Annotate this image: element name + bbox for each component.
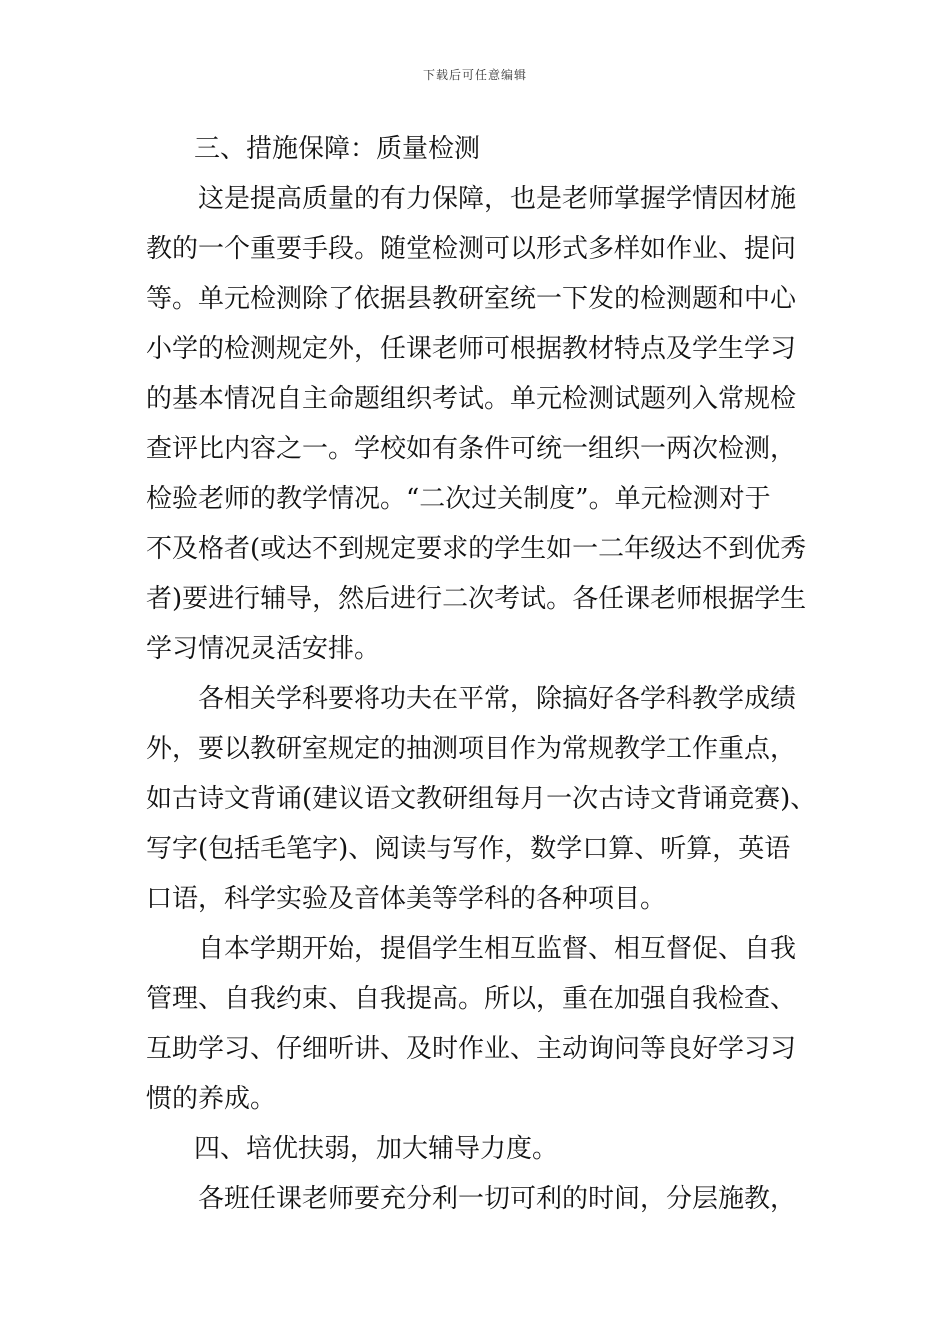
paragraph-line: 学习情况灵活安排。 xyxy=(146,634,381,664)
paragraph-line: 不及格者(或达不到规定要求的学生如一二年级达不到优秀 xyxy=(146,534,807,564)
document-body xyxy=(146,124,816,1224)
paragraph-line: 检验老师的教学情况。“二次过关制度”。单元检测对于 xyxy=(146,484,771,514)
section-heading-measures: 三、措施保障：质量检测 xyxy=(194,134,481,164)
paragraph-line: 管理、自我约束、自我提高。所以，重在加强自我检查、 xyxy=(146,984,797,1014)
paragraph-line: 等。单元检测除了依据县教研室统一下发的检测题和中心 xyxy=(146,284,797,314)
paragraph-line: 这是提高质量的有力保障，也是老师掌握学情因材施 xyxy=(198,184,797,214)
paragraph-line: 各班任课老师要充分利一切可利的时间，分层施教， xyxy=(198,1184,797,1214)
paragraph-line: 惯的养成。 xyxy=(146,1084,277,1114)
paragraph-line: 查评比内容之一。学校如有条件可统一组织一两次检测， xyxy=(146,434,797,464)
paragraph-line: 者)要进行辅导，然后进行二次考试。各任课老师根据学生 xyxy=(146,584,807,614)
paragraph-line: 互助学习、仔细听讲、及时作业、主动询问等良好学习习 xyxy=(146,1034,797,1064)
header-note: 下载后可任意编辑 xyxy=(422,68,527,82)
paragraph-line: 写字(包括毛笔字)、阅读与写作，数学口算、听算，英语 xyxy=(146,834,791,864)
paragraph-line: 的基本情况自主命题组织考试。单元检测试题列入常规检 xyxy=(146,384,797,414)
paragraph-line: 如古诗文背诵(建议语文教研组每月一次古诗文背诵竞赛)、 xyxy=(146,784,817,814)
paragraph-line: 口语，科学实验及音体美等学科的各种项目。 xyxy=(146,884,667,914)
paragraph-line: 自本学期开始，提倡学生相互监督、相互督促、自我 xyxy=(198,934,797,964)
paragraph-line: 各相关学科要将功夫在平常，除搞好各学科教学成绩 xyxy=(198,684,797,714)
paragraph-line: 教的一个重要手段。随堂检测可以形式多样如作业、提问 xyxy=(146,234,797,264)
paragraph-line: 外，要以教研室规定的抽测项目作为常规教学工作重点， xyxy=(146,734,797,764)
section-heading-tutoring: 四、培优扶弱，加大辅导力度。 xyxy=(194,1134,559,1164)
paragraph-line: 小学的检测规定外，任课老师可根据教材特点及学生学习 xyxy=(146,334,797,364)
